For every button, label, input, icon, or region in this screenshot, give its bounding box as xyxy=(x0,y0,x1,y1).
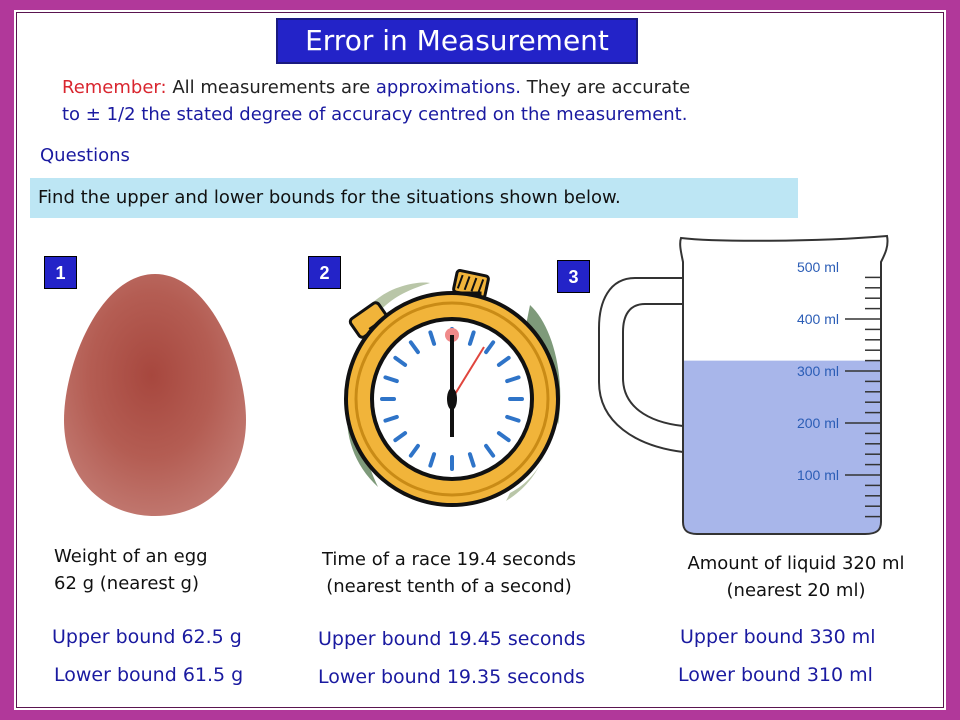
item-3-description xyxy=(660,550,932,604)
item-2-line1: Time of a race 19.4 seconds xyxy=(321,549,577,570)
item-3-line2: (nearest 20 ml) xyxy=(726,580,866,601)
item-2-line2: (nearest tenth of a second) xyxy=(326,576,572,597)
item-number-1: 1 xyxy=(44,256,77,289)
item-1-line2: 62 g (nearest g) xyxy=(54,573,199,594)
instruction-box: Find the upper and lower bounds for the situations shown below. xyxy=(30,178,798,218)
item-1-lower-bound: Lower bound 61.5 g xyxy=(54,664,244,686)
remember-text-1: All measurements are xyxy=(172,77,371,98)
measuring-jug-icon xyxy=(595,232,905,542)
remember-prefix: Remember: xyxy=(62,77,167,98)
page-title: Error in Measurement xyxy=(276,18,638,64)
item-1-line1: Weight of an egg xyxy=(54,546,208,567)
item-2-lower-bound: Lower bound 19.35 seconds xyxy=(318,666,585,688)
jug-scale-label: 200 ml xyxy=(796,415,839,431)
questions-heading: Questions xyxy=(40,145,130,166)
item-number-3: 3 xyxy=(557,260,590,293)
jug-scale-label: 100 ml xyxy=(796,467,839,483)
remember-note xyxy=(62,74,882,128)
item-3-lower-bound: Lower bound 310 ml xyxy=(678,664,873,686)
jug-scale-label: 300 ml xyxy=(796,363,839,379)
jug-scale-label: 500 ml xyxy=(796,259,839,275)
remember-text-2: approximations. xyxy=(375,77,522,98)
stopwatch-icon xyxy=(330,265,575,515)
egg-icon xyxy=(60,270,250,520)
item-1-description xyxy=(54,543,208,597)
jug-scale-label: 400 ml xyxy=(796,311,839,327)
item-3-line1: Amount of liquid 320 ml xyxy=(687,553,905,574)
item-2-upper-bound: Upper bound 19.45 seconds xyxy=(318,628,586,650)
remember-text-line2: to ± 1/2 the stated degree of accuracy centred on the measurement. xyxy=(62,104,688,125)
item-number-2: 2 xyxy=(308,256,341,289)
remember-text-3: They are accurate xyxy=(526,77,691,98)
item-1-upper-bound: Upper bound 62.5 g xyxy=(52,626,242,648)
item-2-description xyxy=(290,546,608,600)
jug-liquid xyxy=(683,361,881,534)
item-3-upper-bound: Upper bound 330 ml xyxy=(680,626,876,648)
